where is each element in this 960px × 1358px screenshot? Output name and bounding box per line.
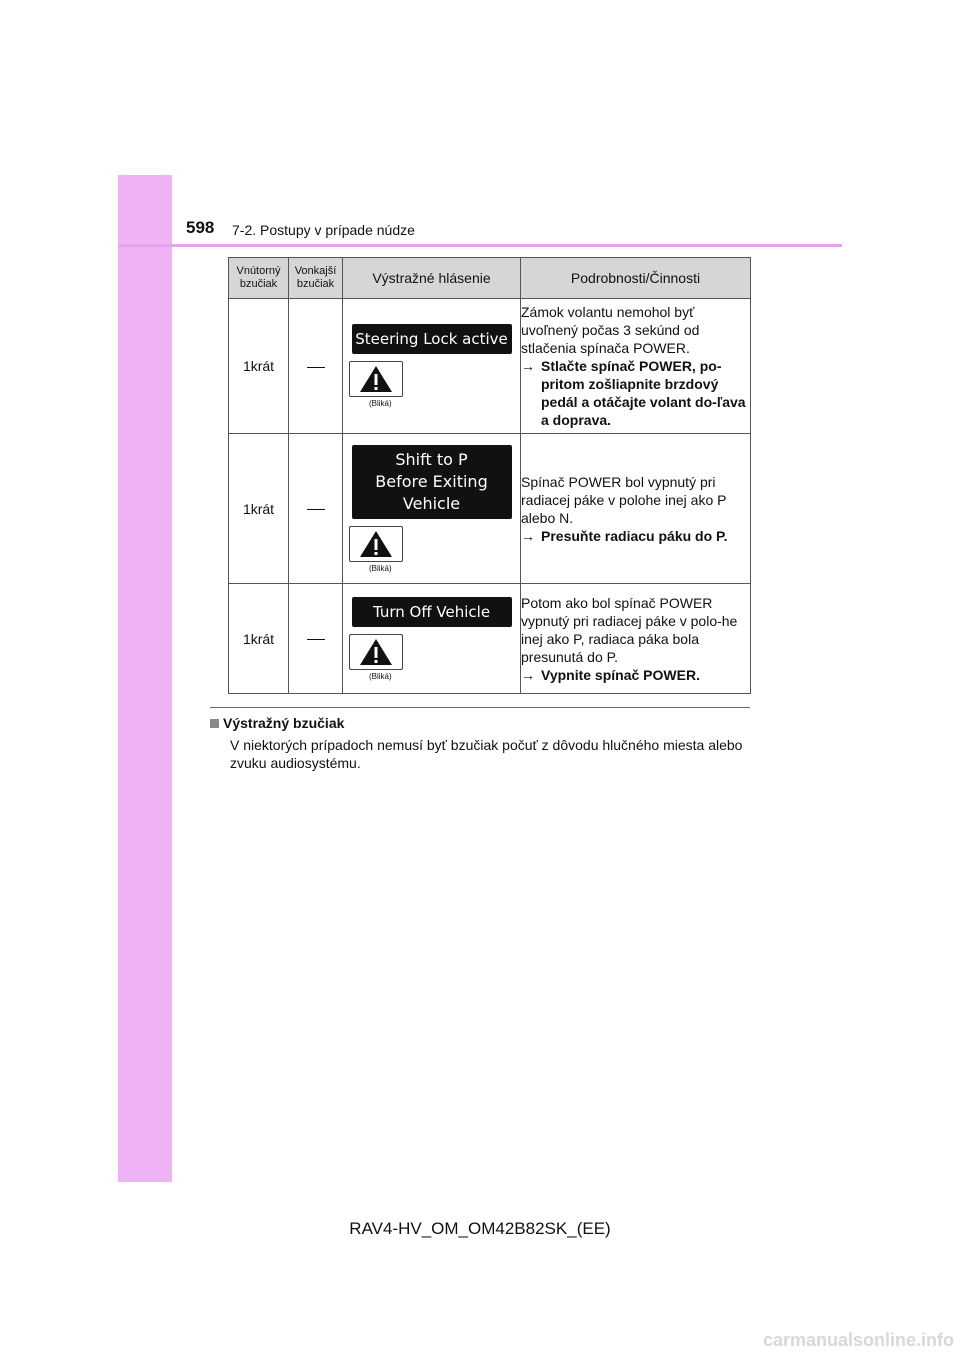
details-cell: [521, 299, 751, 434]
message-cell: [343, 584, 521, 694]
page-number: 598: [186, 218, 215, 237]
details-cell: [521, 584, 751, 694]
action-text: Presuňte radiacu páku do P.: [541, 527, 728, 544]
internal-buzzer-cell: 1krát: [229, 434, 289, 584]
watermark: carmanualsonline.info: [762, 1330, 954, 1350]
warning-triangle-icon: [349, 634, 403, 670]
note-body: V niektorých prípadoch nemusí byť bzučiak počuť z dôvodu hlučného miesta alebo zvuku audiosystému.: [230, 737, 743, 771]
details-text: Spínač POWER bol vypnutý pri radiacej páke v polohe inej ako P alebo N.: [521, 473, 727, 526]
table-header-row: [229, 258, 751, 299]
section-title: 7-2. Postupy v prípade núdze: [232, 222, 415, 238]
warning-table: [228, 257, 751, 694]
column-header: Podrobnosti/Činnosti: [521, 258, 751, 299]
table-row: [229, 584, 751, 694]
external-buzzer-cell: [289, 434, 343, 584]
header-rule: [118, 244, 842, 247]
internal-buzzer-cell: 1krát: [229, 584, 289, 694]
column-header: Vnútorný bzučiak: [229, 258, 289, 299]
message-cell: [343, 299, 521, 434]
section-divider: [210, 707, 750, 708]
dash: [307, 639, 325, 640]
message-cell: [343, 434, 521, 584]
details-cell: [521, 434, 751, 584]
action-line: [521, 666, 750, 684]
action-text: Stlačte spínač POWER, po-pritom zošliapnite brzdový pedál a otáčajte volant do-ľava a doprava.: [541, 358, 746, 428]
arrow-icon: →: [521, 358, 535, 374]
icon-label: (Bliká): [369, 671, 392, 681]
action-line: [521, 527, 750, 545]
footer-doc-code: RAV4-HV_OM_OM42B82SK_(EE): [349, 1219, 611, 1238]
action-line: [521, 357, 750, 429]
details-text: Potom ako bol spínač POWER vypnutý pri radiacej páke v polo-he inej ako P, radiaca páka bola presunutá do P.: [521, 594, 738, 665]
dash: [307, 509, 325, 510]
display-message: Shift to P Before Exiting Vehicle: [352, 445, 512, 519]
bullet-square-icon: [210, 719, 219, 728]
display-message: Turn Off Vehicle: [352, 597, 512, 627]
display-message: Steering Lock active: [352, 324, 512, 354]
note-heading-text: Výstražný bzučiak: [223, 715, 345, 731]
arrow-icon: →: [521, 527, 535, 544]
arrow-icon: →: [521, 666, 535, 683]
action-text: Vypnite spínač POWER.: [541, 666, 700, 683]
external-buzzer-cell: [289, 299, 343, 434]
note-heading: [210, 715, 344, 731]
dash: [307, 367, 325, 368]
sidebar-tab: [118, 175, 172, 1182]
column-header: Výstražné hlásenie: [343, 258, 521, 299]
icon-label: (Bliká): [369, 399, 392, 408]
warning-triangle-icon: [349, 526, 403, 562]
column-header: Vonkajší bzučiak: [289, 258, 343, 299]
external-buzzer-cell: [289, 584, 343, 694]
table-row: [229, 434, 751, 584]
internal-buzzer-cell: 1krát: [229, 299, 289, 434]
details-text: Zámok volantu nemohol byť uvoľnený počas 3 sekúnd od stlačenia spínača POWER.: [521, 304, 700, 356]
warning-triangle-icon: [349, 361, 403, 397]
icon-label: (Bliká): [369, 563, 392, 573]
table-row: [229, 299, 751, 434]
